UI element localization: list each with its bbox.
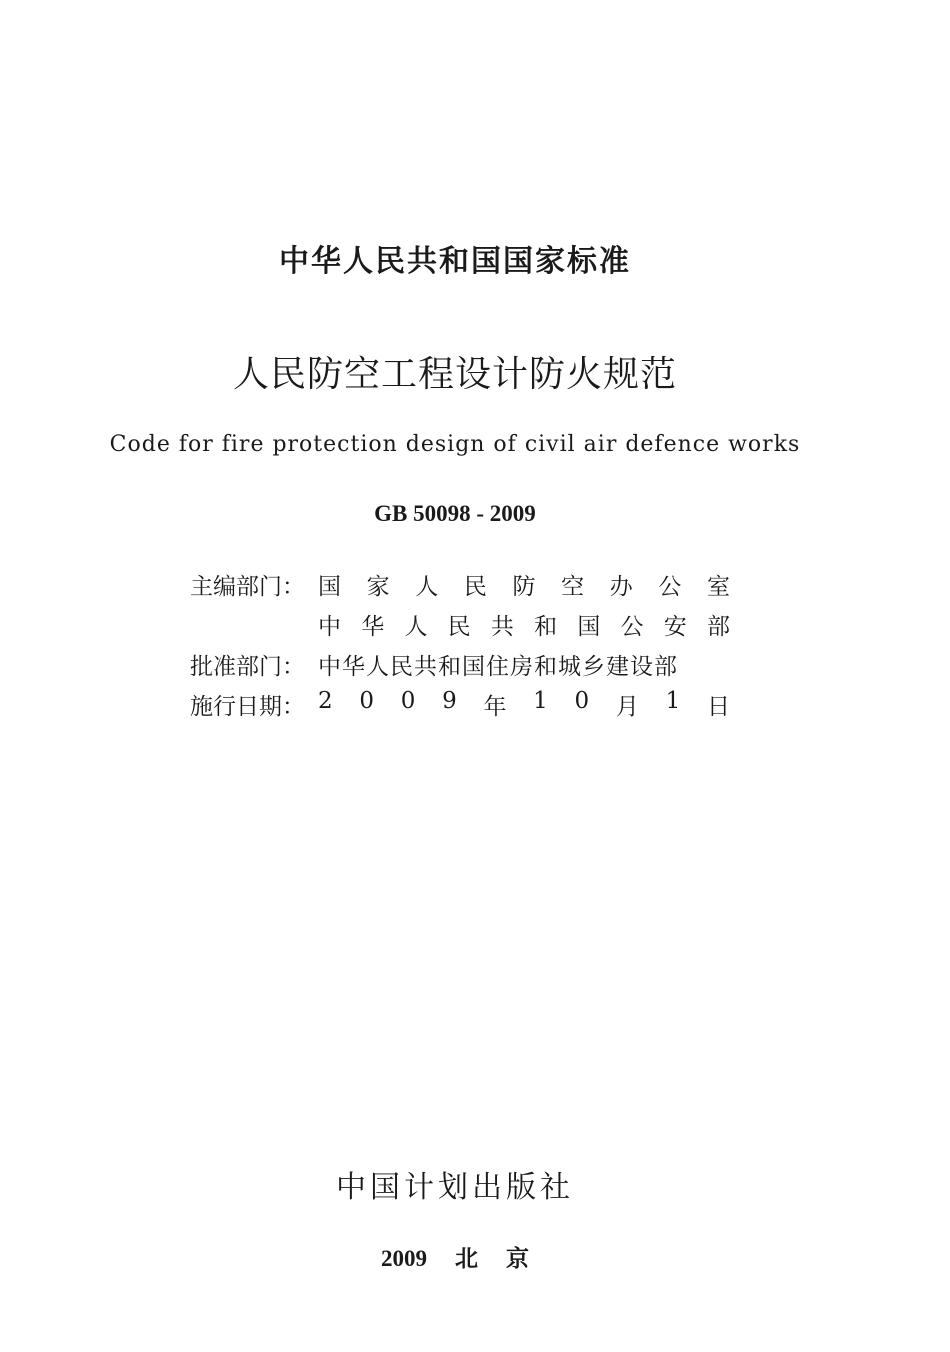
- info-block: [190, 564, 730, 724]
- editor-label: 主编部门：: [190, 573, 305, 600]
- publisher-name: 中国计划出版社: [336, 1170, 574, 1205]
- editor-row-1: [190, 564, 730, 604]
- publication-city-char-1: 北: [455, 1246, 478, 1271]
- title-english: Code for fire protection design of civil air defence works: [109, 432, 801, 457]
- date-row: [190, 684, 730, 724]
- standard-code: GB 50098 - 2009: [374, 501, 536, 526]
- editor-row-2: [190, 604, 730, 644]
- approver-label: 批准部门：: [190, 653, 305, 680]
- standard-type-heading: 中华人民共和国国家标准: [279, 244, 631, 279]
- approver-row: [190, 644, 730, 684]
- publication-city-char-2: 京: [506, 1246, 529, 1271]
- publication-year: 2009: [381, 1246, 427, 1271]
- publication-place: [0, 1240, 910, 1273]
- date-label: 施行日期：: [190, 693, 305, 720]
- approver-value: 中华人民共和国住房和城乡建设部: [318, 653, 678, 680]
- editor-value-1: 国 家 人 民 防 空 办 公 室: [318, 573, 730, 600]
- date-value: 2 0 0 9 年 1 0 月 1 日: [318, 687, 730, 720]
- title-chinese: 人民防空工程设计防火规范: [232, 354, 677, 395]
- editor-value-2: 中 华 人 民 共 和 国 公 安 部: [318, 613, 730, 640]
